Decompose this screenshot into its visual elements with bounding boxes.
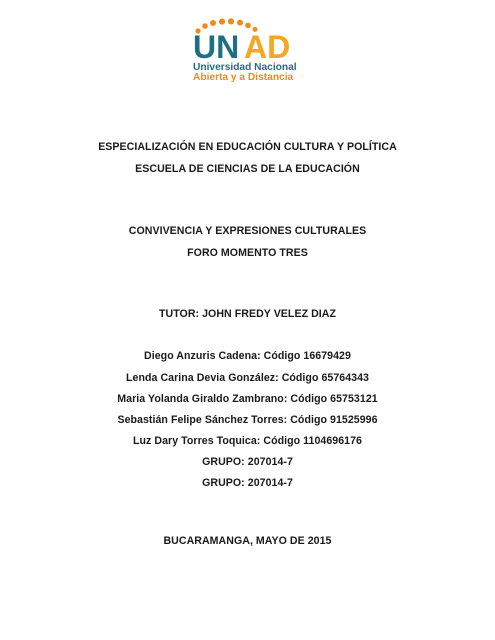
student-1: Diego Anzuris Cadena: Código 16679429 [144, 350, 351, 362]
logo-line2: Abierta y a Distancia [193, 72, 294, 82]
course-name: CONVIVENCIA Y EXPRESIONES CULTURALES [128, 225, 367, 237]
logo-wordmark-un: UN [193, 29, 240, 65]
student-3: Maria Yolanda Giraldo Zambrano: Código 65753121 [117, 393, 378, 405]
activity-name: FORO MOMENTO TRES [187, 247, 308, 259]
group-line-2: GRUPO: 207014-7 [202, 477, 293, 489]
logo-wordmark-ad: AD [244, 29, 291, 65]
student-2: Lenda Carina Devia González: Código 65764343 [126, 372, 369, 384]
student-4: Sebastián Felipe Sánchez Torres: Código 91525996 [117, 414, 378, 426]
logo-line1: Universidad Nacional [193, 62, 297, 73]
tutor-name: TUTOR: JOHN FREDY VELEZ DIAZ [159, 308, 336, 320]
unad-logo [190, 18, 308, 82]
unad-logo-graphic [190, 18, 308, 82]
program-title: ESPECIALIZACIÓN EN EDUCACIÓN CULTURA Y POLÍTICA [98, 141, 397, 153]
place-date: BUCARAMANGA, MAYO DE 2015 [163, 535, 332, 547]
school-name: ESCUELA DE CIENCIAS DE LA EDUCACIÓN [135, 163, 360, 175]
student-5: Luz Dary Torres Toquica: Código 1104696176 [133, 435, 362, 447]
group-line-1: GRUPO: 207014-7 [202, 456, 293, 468]
